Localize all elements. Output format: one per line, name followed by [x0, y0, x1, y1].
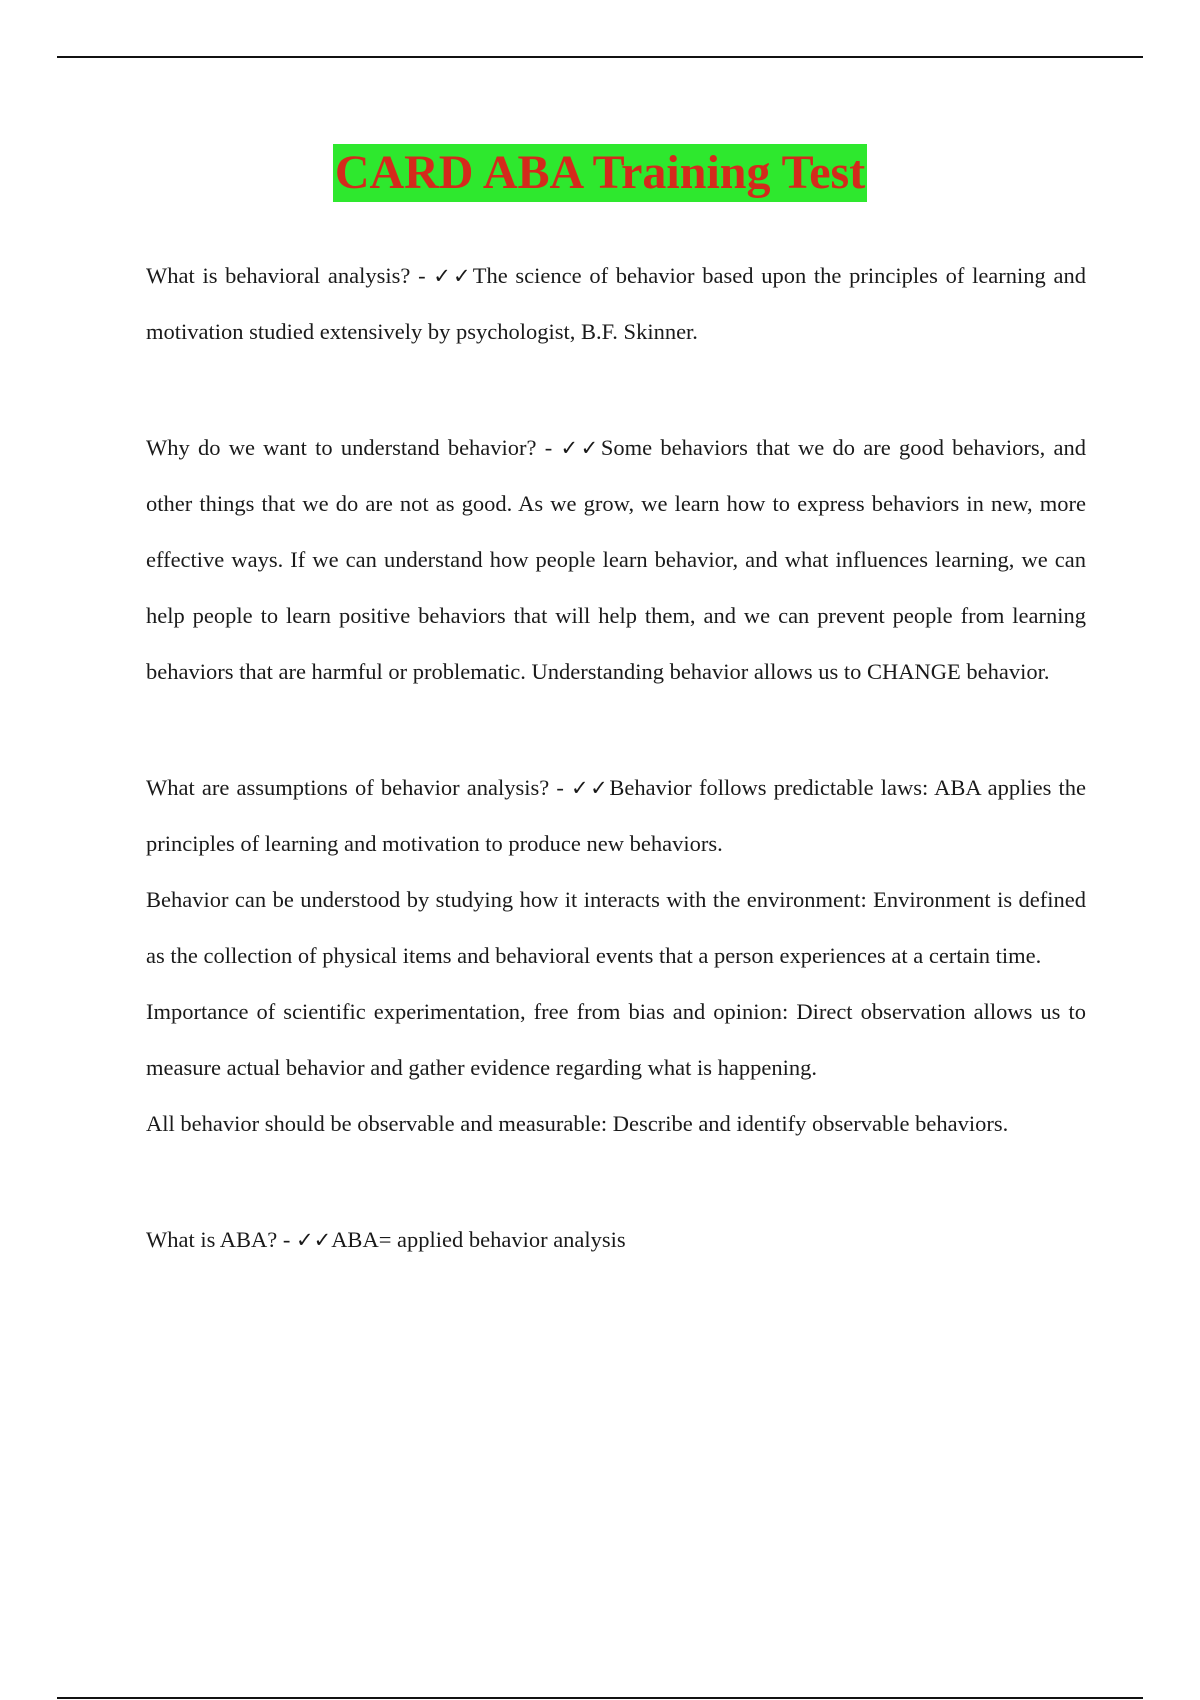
answer-paragraph: Behavior can be understood by studying how it interacts with the environment: Environment is defined as the collection of physical items and behavioral events that a person experiences at a certain time.: [146, 887, 1086, 968]
answer-text: The science of behavior based upon the principles of learning and motivation studied extensively by psychologist, B.F. Skinner.: [146, 263, 1086, 344]
bottom-rule: [57, 1697, 1143, 1699]
double-check-icon: ✓✓: [571, 776, 610, 800]
title-container: [0, 144, 1200, 202]
document-title: CARD ABA Training Test: [333, 144, 867, 202]
answer-text: Some behaviors that we do are good behaviors, and other things that we do are not as good. As we grow, we learn how to express behaviors in new, more effective ways. If we can understand how people learn behavior, and what influences learning, we can help people to learn positive behaviors that will help them, and we can prevent people from learning behaviors that are harmful or problematic. Understanding behavior allows us to CHANGE behavior.: [146, 435, 1086, 684]
document-body: [146, 248, 1086, 1328]
double-check-icon: ✓✓: [295, 1228, 332, 1252]
qa-item-1: [146, 248, 1086, 360]
qa-item-2: [146, 420, 1086, 700]
top-rule: [57, 56, 1143, 58]
question-text: What are assumptions of behavior analysis? -: [146, 775, 572, 800]
qa-item-4: [146, 1212, 1086, 1268]
answer-text: ABA= applied behavior analysis: [331, 1227, 626, 1252]
double-check-icon: ✓✓: [560, 436, 601, 460]
qa-item-3: [146, 760, 1086, 1152]
answer-paragraph: Importance of scientific experimentation, free from bias and opinion: Direct observation allows us to measure actual behavior and gather evidence regarding what is happening.: [146, 999, 1086, 1080]
question-text: What is behavioral analysis? -: [146, 263, 434, 288]
double-check-icon: ✓✓: [433, 264, 473, 288]
answer-text: Behavior follows predictable laws: ABA applies the principles of learning and motivation to produce new behaviors.: [146, 775, 1086, 856]
question-text: What is ABA? -: [146, 1227, 296, 1252]
answer-paragraph: All behavior should be observable and measurable: Describe and identify observable behaviors.: [146, 1111, 1009, 1136]
question-text: Why do we want to understand behavior? -: [146, 435, 561, 460]
